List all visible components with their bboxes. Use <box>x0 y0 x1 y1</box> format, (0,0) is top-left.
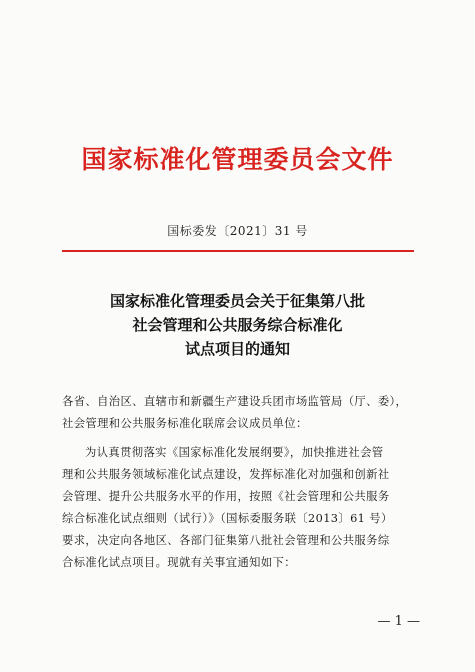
body-line-1: 为认真贯彻落实《国家标准化发展纲要》，加快推进社会管 <box>85 446 384 459</box>
body-line-6: 合标准化试点项目。现就有关事宜通知如下： <box>62 556 296 569</box>
body-line-4: 综合标准化试点细则（试行）》（国标委服务联〔2013〕61 号） <box>62 512 393 525</box>
body-paragraph <box>62 442 422 574</box>
notice-title-line-2: 社会管理和公共服务综合标准化 <box>132 316 343 334</box>
masthead-title: 国家标准化管理委员会文件 <box>81 145 394 174</box>
addressee-line-2: 社会管理和公共服务标准化联席会议成员单位： <box>62 417 308 430</box>
addressee-block <box>62 391 422 435</box>
body-line-2: 理和公共服务领域标准化试点建设，发挥标准化对加强和创新社 <box>62 468 390 481</box>
addressee-line-1: 各省、自治区、直辖市和新疆生产建设兵团市场监管局（厅、委）， <box>62 395 408 408</box>
page-number: — 1 — <box>377 614 420 629</box>
notice-title-line-3: 试点项目的通知 <box>184 340 290 358</box>
notice-title-line-1: 国家标准化管理委员会关于征集第八批 <box>109 292 365 310</box>
notice-title <box>0 289 475 361</box>
red-divider-line <box>62 250 414 252</box>
document-number: 国标委发〔2021〕31 号 <box>167 224 308 238</box>
body-line-5: 要求，决定向各地区、各部门征集第八批社会管理和公共服务综 <box>62 534 390 547</box>
body-line-3: 会管理、提升公共服务水平的作用，按照《社会管理和公共服务 <box>62 490 390 503</box>
